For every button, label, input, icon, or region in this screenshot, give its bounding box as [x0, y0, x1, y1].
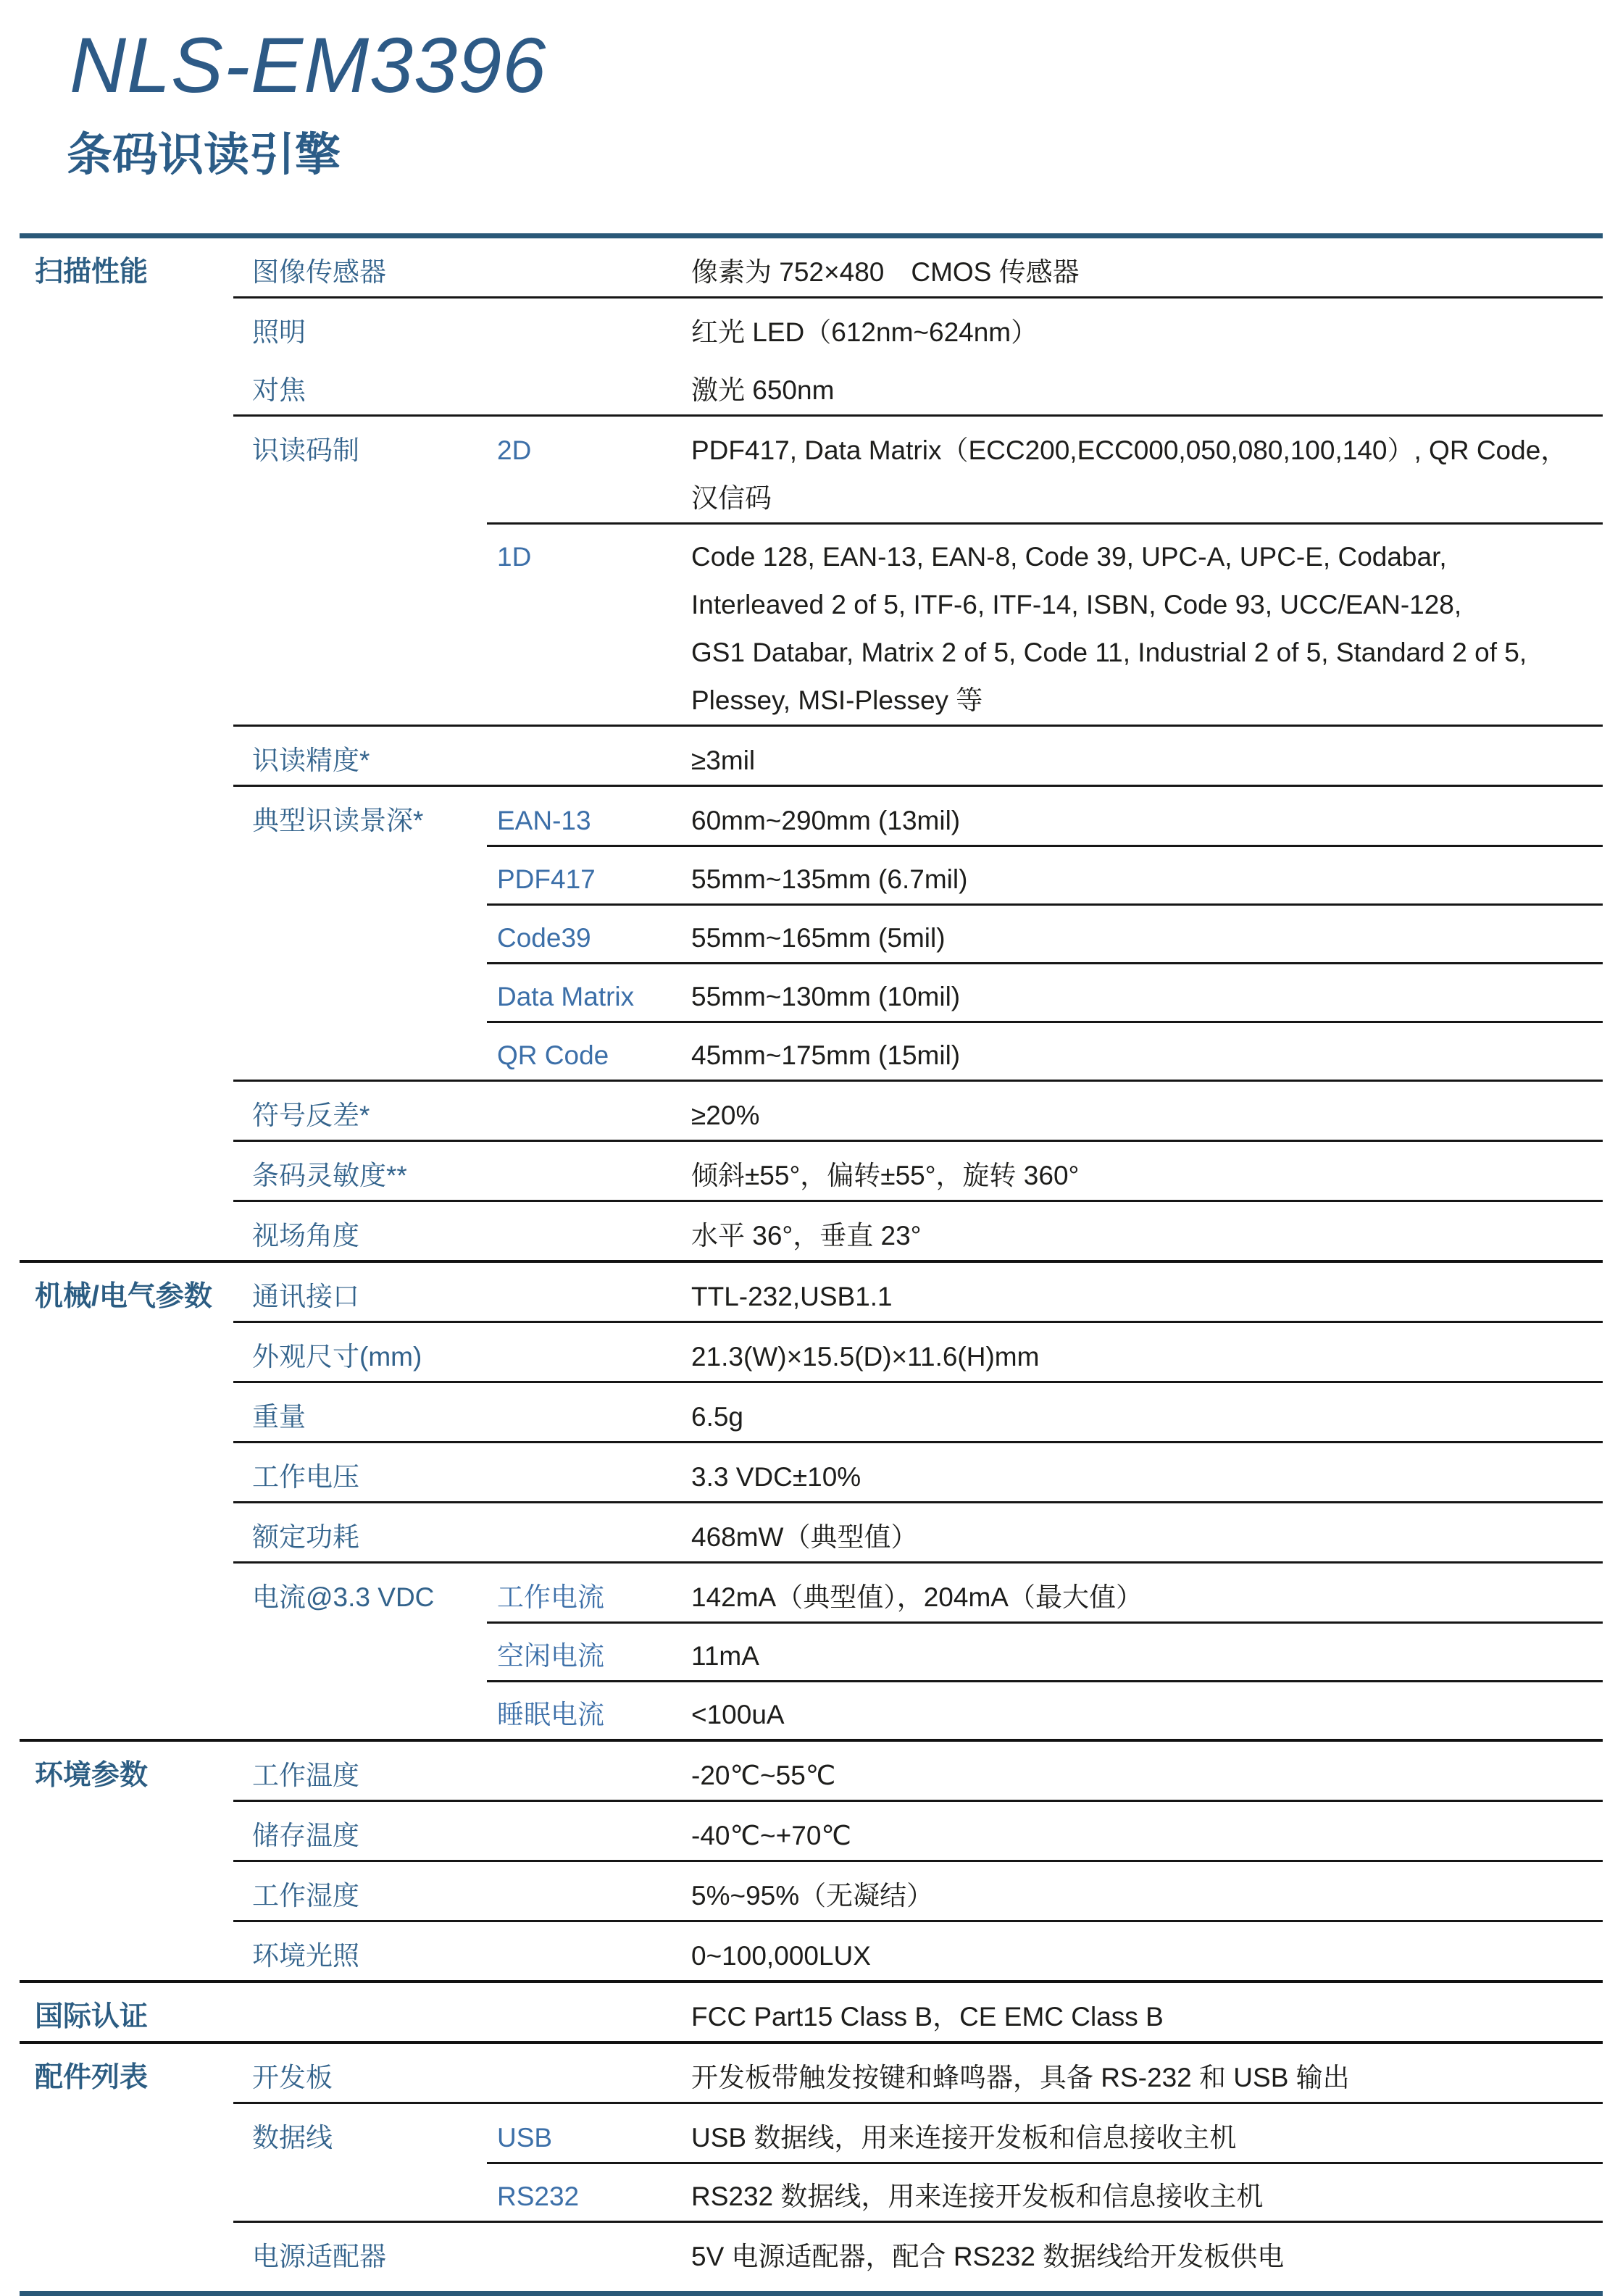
spec-value-line: 5%~95%（无凝结） [691, 1881, 934, 1911]
row-label: 开发板 [252, 2063, 333, 2092]
sub-label [487, 1993, 691, 2041]
spec-row [233, 2044, 1603, 2102]
sub-row [487, 737, 1603, 785]
spec-value [691, 249, 1603, 296]
sub-label [487, 1514, 691, 1561]
section-title: 国际认证 [35, 2001, 149, 2032]
sub-label: EAN-13 [497, 806, 591, 835]
sub-rows [487, 1574, 1603, 1739]
spec-value [691, 1393, 1603, 1441]
sub-label: Data Matrix [497, 982, 635, 1011]
spec-value [691, 367, 1603, 414]
sub-rows [487, 2054, 1603, 2102]
sub-rows [487, 2114, 1603, 2221]
row-label: 电流@3.3 VDC [252, 1582, 435, 1612]
section-title: 配件列表 [35, 2062, 149, 2093]
spec-value [691, 1092, 1603, 1140]
sub-rows [487, 1453, 1603, 1501]
spec-value-line: TTL-232,USB1.1 [691, 1282, 893, 1311]
spec-value [691, 1273, 1603, 1321]
sub-label [487, 1212, 691, 1260]
spec-row [233, 1800, 1603, 1860]
row-label: 识读码制 [252, 435, 359, 465]
sub-rows [487, 1092, 1603, 1140]
sub-label: RS232 [497, 2182, 580, 2211]
spec-value-line: 汉信码 [691, 483, 772, 513]
sub-label [487, 249, 691, 296]
sub-label [487, 1092, 691, 1140]
sub-row [487, 309, 1603, 356]
sub-row [487, 962, 1603, 1021]
sub-label [487, 367, 691, 414]
spec-value-line: 55mm~165mm (5mil) [691, 923, 946, 953]
row-label: 工作温度 [252, 1761, 359, 1790]
sub-row [487, 367, 1603, 414]
row-label: 环境光照 [252, 1941, 359, 1971]
sub-rows [487, 1273, 1603, 1321]
row-label: 储存温度 [252, 1821, 359, 1850]
spec-row [233, 1321, 1603, 1381]
spec-value [691, 1453, 1603, 1501]
spec-value-line: 45mm~175mm (15mil) [691, 1040, 961, 1070]
spec-row [233, 2221, 1603, 2281]
sub-label [487, 737, 691, 785]
spec-value-line: RS232 数据线，用来连接开发板和信息接收主机 [691, 2182, 1264, 2211]
row-label: 图像传感器 [252, 257, 386, 287]
spec-value [691, 2173, 1603, 2221]
row-label: 电源适配器 [252, 2242, 386, 2271]
row-label: 典型识读景深* [252, 806, 424, 835]
spec-value-line: 21.3(W)×15.5(D)×11.6(H)mm [691, 1342, 1040, 1372]
spec-row [233, 1742, 1603, 1800]
product-title: NLS-EM3396 [70, 21, 547, 109]
sub-row [487, 903, 1603, 962]
sub-rows [487, 1812, 1603, 1860]
spec-row [233, 1140, 1603, 1200]
spec-value-line: FCC Part15 Class B，CE EMC Class B [691, 2002, 1164, 2032]
row-label: 符号反差* [252, 1101, 370, 1130]
spec-row [233, 1080, 1603, 1140]
sub-label [487, 1752, 691, 1800]
spec-value [691, 1212, 1603, 1260]
row-label: 工作湿度 [252, 1881, 359, 1911]
sub-rows [487, 1932, 1603, 1980]
spec-row [233, 1860, 1603, 1920]
spec-row [233, 1983, 1603, 2041]
section-扫描性能 [20, 238, 1603, 1260]
spec-row [233, 2102, 1603, 2221]
spec-value [691, 1632, 1603, 1680]
spec-value-line: 3.3 VDC±10% [691, 1462, 861, 1492]
spec-value-line: -20℃~55℃ [691, 1761, 836, 1790]
spec-value-line: 5V 电源适配器，配合 RS232 数据线给开发板供电 [691, 2242, 1285, 2271]
spec-value-line: 红光 LED（612nm~624nm） [691, 317, 1038, 347]
sub-row [487, 522, 1603, 725]
sub-label [487, 1152, 691, 1200]
sub-row [487, 797, 1603, 845]
sub-row [487, 427, 1603, 522]
sub-label: 睡眠电流 [497, 1700, 604, 1729]
sub-label: 1D [497, 542, 532, 572]
spec-row [233, 1920, 1603, 1980]
sub-label: QR Code [497, 1040, 609, 1070]
spec-row [233, 725, 1603, 785]
spec-value-line: 11mA [691, 1641, 759, 1671]
section-rows [233, 1742, 1603, 1980]
spec-value-line: 激光 650nm [691, 375, 835, 405]
spec-row [233, 414, 1603, 725]
section-rows [233, 238, 1603, 1260]
spec-value-line: 倾斜±55°，偏转±55°，旋转 360° [691, 1161, 1080, 1190]
spec-value-line: -40℃~+70℃ [691, 1821, 851, 1850]
sub-label [487, 1872, 691, 1920]
sub-row [487, 1092, 1603, 1140]
spec-value-line: PDF417, Data Matrix（ECC200,ECC000,050,080,100,140）, QR Code， [691, 435, 1568, 465]
sub-rows [487, 797, 1603, 1080]
row-label: 视场角度 [252, 1221, 359, 1251]
row-label: 通讯接口 [252, 1282, 359, 1311]
section-rows [233, 2044, 1603, 2281]
sub-label [487, 1932, 691, 1980]
spec-value [691, 737, 1603, 785]
spec-value [691, 2114, 1603, 2162]
sub-label [487, 1333, 691, 1381]
sub-rows [487, 1872, 1603, 1920]
sub-label [487, 309, 691, 356]
sub-row [487, 2114, 1603, 2162]
row-label: 工作电压 [252, 1462, 359, 1492]
sub-label [487, 1393, 691, 1441]
sub-row [487, 1453, 1603, 1501]
sub-row [487, 1621, 1603, 1680]
sub-rows [487, 737, 1603, 785]
sub-row [487, 1752, 1603, 1800]
spec-row [233, 1381, 1603, 1441]
section-title: 环境参数 [35, 1760, 149, 1791]
spec-value-line: 55mm~135mm (6.7mil) [691, 864, 968, 894]
spec-value [691, 2233, 1603, 2281]
section-title: 扫描性能 [35, 256, 149, 288]
sub-row [487, 1021, 1603, 1080]
section-title: 机械/电气参数 [35, 1281, 212, 1312]
spec-value-line: 像素为 752×480 CMOS 传感器 [691, 257, 1080, 287]
spec-value [691, 1691, 1603, 1739]
sub-rows [487, 1152, 1603, 1200]
spec-value [691, 533, 1603, 725]
spec-value-line: 水平 36°，垂直 23° [691, 1221, 922, 1251]
row-label: 重量 [252, 1402, 306, 1432]
row-label: 对焦 [252, 375, 306, 405]
spec-value [691, 1752, 1603, 1800]
sub-label: 2D [497, 435, 532, 465]
sub-label [487, 2233, 691, 2281]
sub-rows [487, 1333, 1603, 1381]
sub-row [487, 1333, 1603, 1381]
spec-value [691, 1514, 1603, 1561]
sub-row [487, 249, 1603, 296]
spec-row [233, 785, 1603, 1080]
spec-row [233, 1200, 1603, 1260]
spec-value [691, 1993, 1603, 2041]
spec-value [691, 2054, 1603, 2102]
spec-value [691, 1574, 1603, 1621]
sub-row [487, 1212, 1603, 1260]
sub-row [487, 1514, 1603, 1561]
spec-value-line: <100uA [691, 1700, 785, 1729]
row-label: 数据线 [252, 2123, 333, 2153]
spec-row [233, 1561, 1603, 1739]
spec-value-line: Interleaved 2 of 5, ITF-6, ITF-14, ISBN, Code 93, UCC/EAN-128, [691, 590, 1462, 619]
spec-value-line: ≥3mil [691, 746, 756, 775]
spec-value-line: 0~100,000LUX [691, 1941, 871, 1971]
spec-value [691, 914, 1603, 962]
spec-value [691, 797, 1603, 845]
sub-rows [487, 309, 1603, 356]
sub-rows [487, 2233, 1603, 2281]
sub-label: 工作电流 [497, 1582, 604, 1612]
spec-value-line: Code 128, EAN-13, EAN-8, Code 39, UPC-A, UPC-E, Codabar, [691, 542, 1447, 572]
sub-row [487, 1574, 1603, 1621]
sub-rows [487, 249, 1603, 296]
row-label: 识读精度* [252, 746, 370, 775]
spec-value [691, 1333, 1603, 1381]
spec-row [233, 296, 1603, 356]
spec-row [233, 238, 1603, 296]
section-机械-电气参数 [20, 1260, 1603, 1739]
sub-label [487, 1273, 691, 1321]
sub-rows [487, 1393, 1603, 1441]
spec-value-line: ≥20% [691, 1101, 760, 1130]
row-label: 外观尺寸(mm) [252, 1342, 422, 1372]
section-rows [233, 1263, 1603, 1739]
sub-row [487, 1993, 1603, 2041]
sub-rows [487, 1993, 1603, 2041]
spec-value [691, 856, 1603, 903]
sub-row [487, 1872, 1603, 1920]
spec-table [20, 233, 1603, 2296]
sub-rows [487, 1212, 1603, 1260]
sub-rows [487, 367, 1603, 414]
section-环境参数 [20, 1739, 1603, 1980]
sub-row [487, 845, 1603, 903]
spec-value [691, 1872, 1603, 1920]
spec-value-line: Plessey, MSI-Plessey 等 [691, 685, 983, 715]
sub-label: 空闲电流 [497, 1641, 604, 1671]
product-subtitle: 条码识读引擎 [67, 130, 341, 180]
row-label: 条码灵敏度** [252, 1161, 407, 1190]
row-label: 照明 [252, 317, 306, 347]
sub-label: PDF417 [497, 864, 596, 894]
spec-value-line: 55mm~130mm (10mil) [691, 982, 961, 1011]
sub-rows [487, 1752, 1603, 1800]
sub-row [487, 1680, 1603, 1739]
spec-row [233, 356, 1603, 414]
sub-label [487, 1812, 691, 1860]
spec-value-line: 开发板带触发按键和蜂鸣器，具备 RS-232 和 USB 输出 [691, 2063, 1350, 2092]
sub-row [487, 2054, 1603, 2102]
sub-row [487, 1812, 1603, 1860]
spec-value [691, 1812, 1603, 1860]
row-label [233, 1993, 487, 2041]
spec-value-line: 142mA（典型值），204mA（最大值） [691, 1582, 1143, 1612]
sub-label: Code39 [497, 923, 591, 953]
sub-rows [487, 427, 1603, 725]
sub-row [487, 1273, 1603, 1321]
spec-row [233, 1441, 1603, 1501]
spec-value-line: 468mW（典型值） [691, 1522, 918, 1552]
section-国际认证 [20, 1980, 1603, 2041]
sub-row [487, 1393, 1603, 1441]
sub-label [487, 2054, 691, 2102]
spec-value [691, 1932, 1603, 1980]
sub-label [487, 1453, 691, 1501]
row-label: 额定功耗 [252, 1522, 359, 1552]
spec-value [691, 427, 1603, 522]
spec-value [691, 973, 1603, 1021]
section-rows [233, 1983, 1603, 2041]
sub-row [487, 2162, 1603, 2221]
section-配件列表 [20, 2041, 1603, 2281]
spec-value-line: 6.5g [691, 1402, 744, 1432]
spec-value [691, 1152, 1603, 1200]
spec-value [691, 1032, 1603, 1080]
spec-value-line: USB 数据线，用来连接开发板和信息接收主机 [691, 2123, 1237, 2153]
sub-row [487, 1932, 1603, 1980]
spec-value [691, 309, 1603, 356]
spec-value-line: 60mm~290mm (13mil) [691, 806, 961, 835]
spec-row [233, 1501, 1603, 1561]
sub-label: USB [497, 2123, 553, 2153]
sub-row [487, 2233, 1603, 2281]
spec-row [233, 1263, 1603, 1321]
spec-value-line: GS1 Databar, Matrix 2 of 5, Code 11, Industrial 2 of 5, Standard 2 of 5, [691, 638, 1527, 667]
sub-rows [487, 1514, 1603, 1561]
sub-row [487, 1152, 1603, 1200]
